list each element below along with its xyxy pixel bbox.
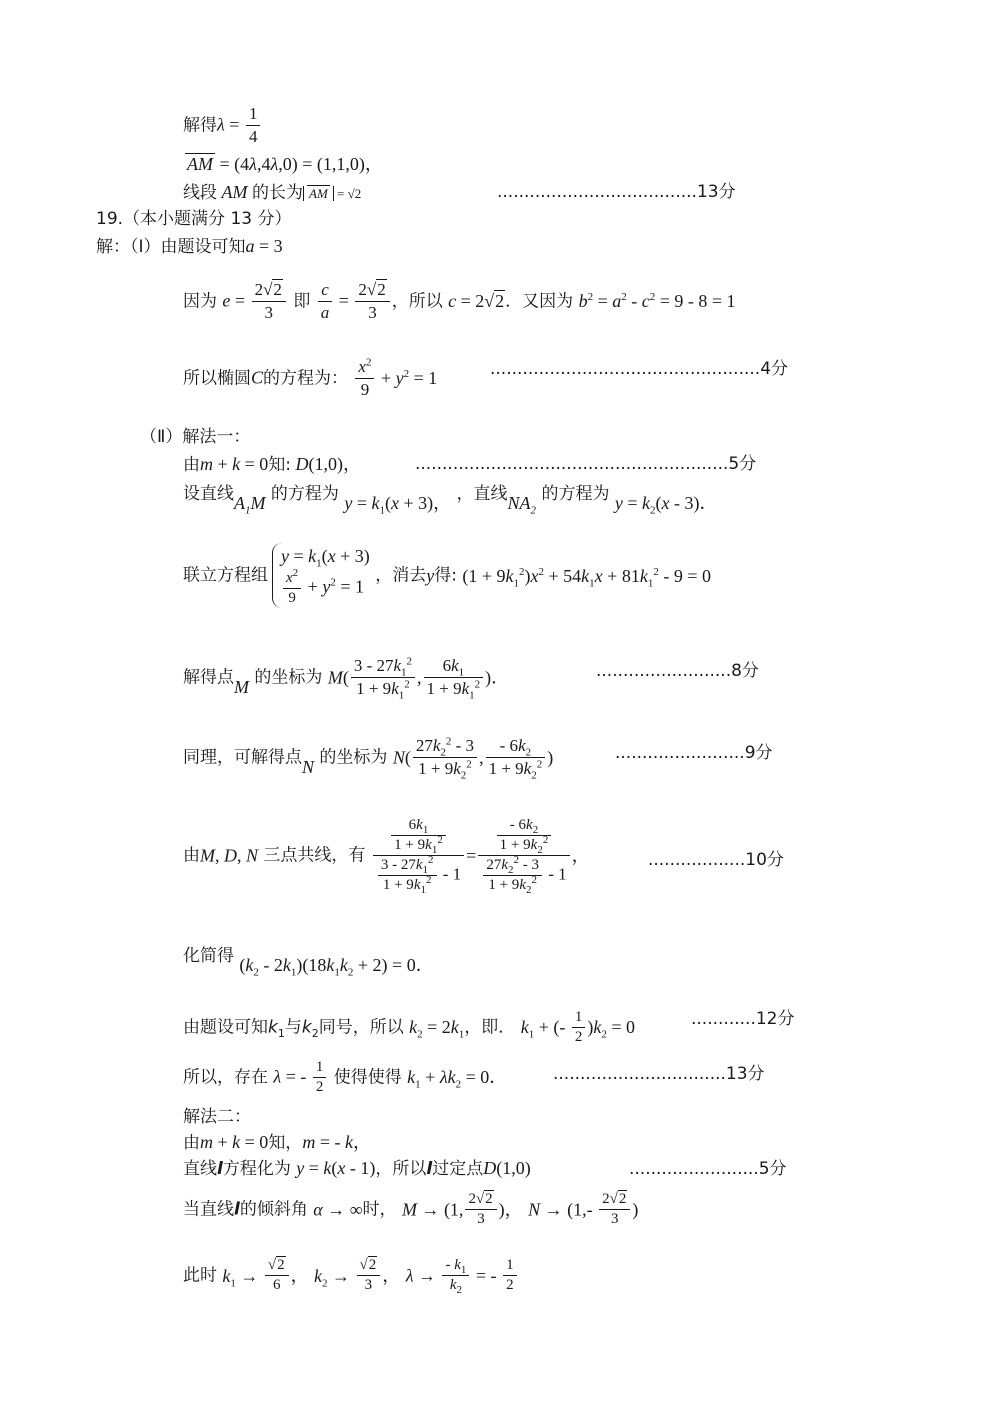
text: 由题设可知	[183, 1017, 268, 1038]
text: ，即．	[464, 1017, 516, 1038]
fraction-2root2-over-3: $\frac{2√2}{3}$	[599, 1190, 630, 1229]
system-line: 联立方程组 $y = k_1(x + 3)$ $\frac{x^2}{9}$ + $y^2 = 1$ ，消去y得: $(1 + 9k_1^2)x^2 + 54k_1x + 81k_1^2 - 9 = 0$	[183, 543, 711, 608]
text: 由	[183, 455, 200, 475]
fraction-x2-over-9: $\frac{x^2}{9}$	[355, 356, 374, 401]
text: 时，	[362, 1199, 397, 1220]
fraction-ny: $\frac{- 6k_2}{1 + 9k_2^2}$	[486, 735, 546, 780]
lambda-result: 解得λ = $\frac{1}{4}$	[183, 103, 262, 148]
score-8: .........................8分	[596, 661, 759, 681]
text: 知，	[268, 1133, 303, 1153]
segment-length-line: 线段 AM 的长为 AM = √2	[183, 182, 362, 203]
fraction-nx: $\frac{27k_2^2 - 3}{1 + 9k_2^2}$	[413, 735, 477, 780]
text: 方程化为	[222, 1159, 291, 1179]
text: 当直线	[183, 1199, 234, 1220]
text: 使得使得	[333, 1067, 402, 1088]
score-12: ............12分	[691, 1009, 795, 1029]
part-one-line: 解：（Ⅰ）由题设可知a = 3	[96, 236, 283, 257]
text: ，直线	[456, 484, 508, 504]
text: 同理，可解得点	[183, 747, 302, 768]
fraction-one-half: $\frac{1}{2}$	[313, 1058, 327, 1097]
text: 与	[284, 1017, 302, 1038]
score-9: ........................9分	[615, 743, 773, 763]
point-m-line: 解得点M 的坐标为 M( $\frac{3 - 27k_1^2}{1 + 9k_1^2}$ , $\frac{6k_1}{1 + 9k_1^2}$ )．	[183, 655, 510, 702]
text: 因为	[183, 291, 217, 312]
text: 直线	[183, 1159, 217, 1179]
score-4: ..................................................4分	[490, 359, 789, 379]
ellipse-equation-line: 所以椭圆C的方程为： $\frac{x^2}{9}$ + $y^2 = 1$	[183, 356, 438, 399]
text: 由	[183, 845, 200, 866]
text: 同号，所以	[318, 1017, 404, 1038]
text: 的倾斜角	[239, 1199, 308, 1220]
fraction-mx: $\frac{3 - 27k_1^2}{1 + 9k_1^2}$	[351, 655, 415, 700]
line-equations: 设直线$A_1M$ 的方程为 $y = k_1(x + 3)$， ，直线$NA_2$ 的方程为 $y = k_2(x - 3)$．	[183, 484, 718, 517]
fraction-one-half: $\frac{1}{2}$	[572, 1008, 586, 1047]
text: 的坐标为	[254, 667, 323, 688]
text: ，所以	[391, 291, 443, 312]
part-two-heading: （Ⅱ）解法一：	[140, 427, 251, 447]
text: 设直线	[183, 484, 234, 504]
fraction-2root2-over-3: $\frac{2√2}{3}$	[355, 279, 389, 324]
fraction-x2-over-9: $\frac{x^2}{9}$	[283, 569, 301, 608]
point-n-line: 同理，可解得点N 的坐标为 N( $\frac{27k_2^2 - 3}{1 + 9k_2^2}$ , $\frac{- 6k_2}{1 + 9k_2^2}$ )	[183, 735, 554, 782]
fraction-my: $\frac{6k_1}{1 + 9k_1^2}$	[424, 655, 484, 700]
conclusion-line: 所以，存在 λ = - $\frac{1}{2}$ 使得使得 $k_1 + \lambda k_2 = 0$．	[183, 1059, 508, 1095]
score-13-a: .....................................13分	[497, 182, 736, 202]
question-19-heading: 19.（本小题满分 13 分）	[96, 209, 292, 229]
score-5-b: ........................5分	[629, 1159, 787, 1179]
text: 三点共线，有	[263, 845, 366, 866]
text: ，消去	[375, 565, 427, 586]
text: 的坐标为	[319, 747, 388, 768]
fraction-root2-over-3: $\frac{√2}{3}$	[357, 1256, 381, 1295]
text: 联立方程组	[183, 565, 268, 586]
text: 即	[293, 291, 311, 312]
text: 所以椭圆	[183, 368, 251, 389]
point-d-line: 由m + k = 0知: D(1,0)，	[183, 454, 362, 475]
method-two-heading: 解法二：	[183, 1107, 251, 1127]
fraction-neg-k1-over-k2: $\frac{- k_1}{k_2}$	[442, 1256, 469, 1295]
text: 知:	[268, 455, 292, 475]
vector-am-line: AM = (4λ,4λ,0) = (1,1,0)，	[187, 154, 383, 174]
text: 由	[183, 1133, 200, 1153]
text: 过定点	[432, 1159, 484, 1179]
text: 解得	[183, 115, 217, 136]
text: ．又因为	[505, 291, 574, 312]
fraction-one-quarter: $\frac{1}{4}$	[246, 103, 261, 148]
text: 得:	[434, 565, 457, 586]
line-l-fixed-point: 直线l方程化为 y = k(x - 1)，所以l过定点D(1,0)	[183, 1158, 531, 1179]
text: 解：（Ⅰ）由题设可知	[96, 237, 246, 257]
text: 解得点	[183, 667, 234, 688]
fraction-2root2-over-3: $\frac{2√2}{3}$	[465, 1190, 496, 1229]
text: 的长为	[252, 183, 303, 203]
fraction-root2-over-6: $\frac{√2}{6}$	[265, 1256, 289, 1295]
score-10: ..................10分	[648, 850, 784, 870]
text: 线段	[183, 183, 217, 203]
slope-nd-fraction: $\frac{- 6k_2}{1 + 9k_2^2}$ $\frac{27k_2^2 - 3}{1 + 9k_2^2}$ - 1	[478, 816, 569, 895]
text: 此时	[183, 1265, 217, 1286]
slope-md-fraction: $\frac{6k_1}{1 + 9k_1^2}$ $\frac{3 - 27k_1^2}{1 + 9k_1^2}$ - 1	[373, 816, 464, 895]
text: ，所以	[375, 1159, 427, 1179]
limit-line: 当直线l的倾斜角 α → ∞时， M → (1, $\frac{2√2}{3}$ )， N → (1,- $\frac{2√2}{3}$ )	[183, 1191, 639, 1227]
score-13-b: ................................13分	[553, 1064, 765, 1084]
eccentricity-line: 因为 e = $\frac{2√2}{3}$ 即 $\frac{c}{a}$ = $\frac{2√2}{3}$ ，所以 c = 2√2．又因为 $b^2 = a^2 - c^2 = 9 - 8 = 1$	[183, 280, 736, 322]
text: 的方程为	[541, 484, 610, 504]
score-5-a: ..........................................................5分	[415, 454, 757, 474]
text: 的方程为	[270, 484, 339, 504]
fraction-one-half: $\frac{1}{2}$	[503, 1256, 517, 1295]
text: 化简得	[183, 946, 234, 966]
fraction-e: $\frac{2√2}{3}$	[252, 279, 286, 324]
simplify-line: 化简得 $(k_2 - 2k_1)(18k_1k_2 + 2) = 0$．	[183, 946, 434, 979]
equation-system: $y = k_1(x + 3)$ $\frac{x^2}{9}$ + $y^2 = 1$	[272, 543, 370, 608]
same-sign-line: 由题设可知$k_1$与$k_2$同号，所以 $k_2 = 2k_1$，即． $k_1$ + (- $\frac{1}{2}$ )$k_2 = 0$	[183, 1009, 635, 1045]
vector-am: AM	[187, 154, 213, 174]
limit-values-line: 此时 $k_1$ → $\frac{√2}{6}$ ， $k_2$ → $\frac{√2}{3}$ ， λ → $\frac{- k_1}{k_2}$ = - $\frac{1}{2}$	[183, 1256, 519, 1295]
collinear-line: 由M, D, N 三点共线，有 $\frac{6k_1}{1 + 9k_1^2}$ $\frac{3 - 27k_1^2}{1 + 9k_1^2}$ - 1 = $\frac{- 6k_2}{1 + 9k_2^2}$ $\frac{27k_2^2 - 3}{1 + 9k_2^2}$ - 1 ，	[183, 817, 590, 896]
text: 所以，存在	[183, 1067, 268, 1088]
fraction-c-over-a: $\frac{c}{a}$	[318, 279, 333, 324]
m-equals-neg-k: 由m + k = 0知，m = - k，	[183, 1132, 371, 1153]
text: 的方程为：	[263, 368, 349, 389]
